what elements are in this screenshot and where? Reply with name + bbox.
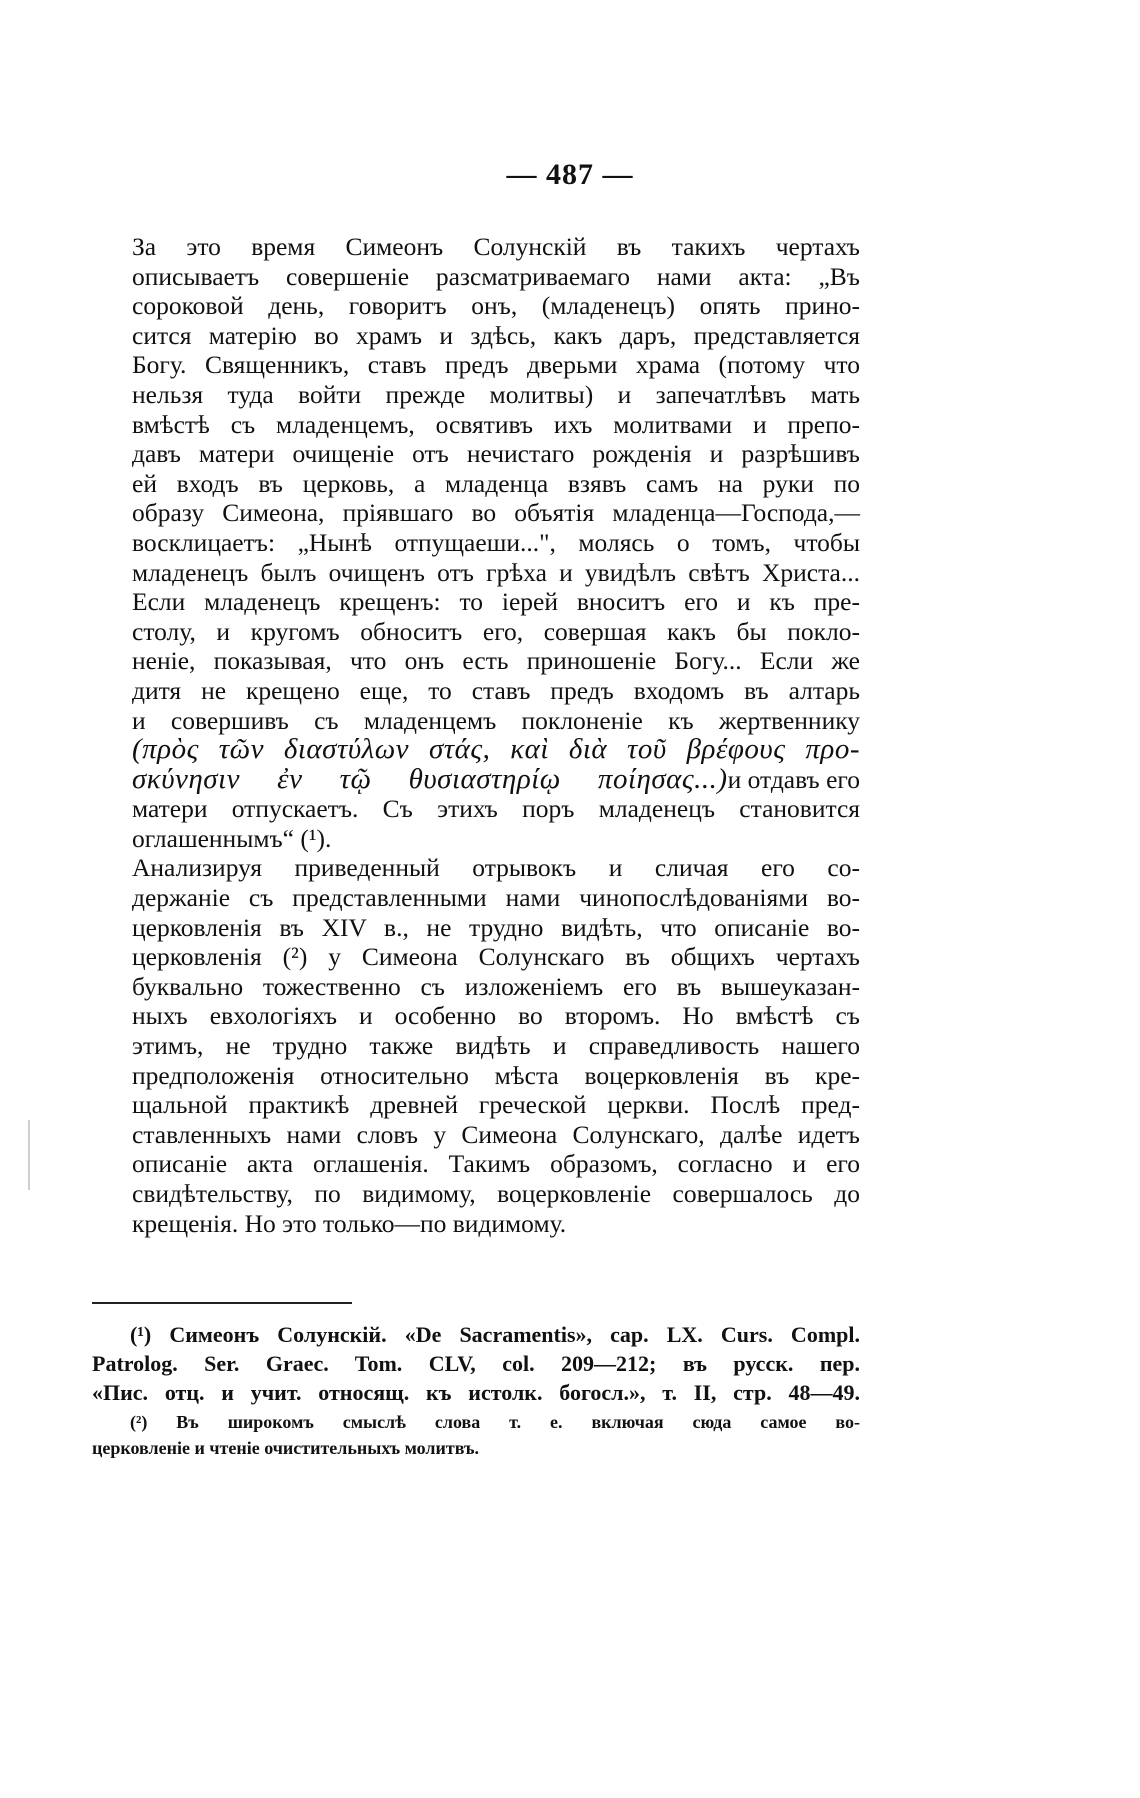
paragraph-first-line (132, 853, 860, 883)
text-line: Богу. Священникъ, ставъ предъ дверьми храма (потому что (132, 350, 860, 380)
page-number: — 487 — (506, 158, 634, 191)
text-line: и совершивъ съ младенцемъ поклоненіе къ жертвеннику (132, 705, 860, 735)
text-line: давъ матери очищеніе отъ нечистаго рожденія и разрѣшивъ (132, 439, 860, 469)
footnote-line: церковленіе и чтеніе очистительныхъ молитвъ. (92, 1438, 480, 1458)
footnote-line: (¹) Симеонъ Солунскій. «De Sacramentis», cap. LX. Curs. Compl. (130, 1322, 860, 1347)
text-line: дитя не крещено еще, то ставъ предъ входомъ въ алтарь (132, 675, 860, 705)
text-line: ставленныхъ нами словъ у Симеона Солунскаго, далѣе идетъ (132, 1119, 860, 1149)
text-line: свидѣтельству, по видимому, воцерковленіе совершалось до (132, 1179, 860, 1208)
text-line: оглашеннымъ“ (¹). (132, 823, 332, 853)
text-line: церковленія въ XIV в., не трудно видѣть, что описаніе во- (132, 912, 860, 942)
text-line: сится матерію во храмъ и здѣсь, какъ даръ, представляется (132, 320, 860, 350)
text-line: Если младенецъ крещенъ: то іерей вноситъ его и къ пре- (132, 587, 860, 617)
text-line: неніе, показывая, что онъ есть приношеніе Богу... Если же (132, 646, 860, 676)
text-line: церковленія (²) у Симеона Солунскаго въ общихъ чертахъ (132, 942, 860, 972)
footnotes (92, 1320, 860, 1461)
text-line: сороковой день, говоритъ онъ, (младенецъ) опять прино- (132, 291, 860, 321)
text-line: восклицаетъ: „Нынѣ отпущаеши...", молясь о томъ, чтобы (132, 527, 860, 557)
text-line: буквально тожественно съ изложеніемъ его въ вышеуказан- (132, 971, 860, 1001)
text-line: щальной практикѣ древней греческой церкви. Послѣ пред- (132, 1090, 860, 1120)
text-line: вмѣстѣ съ младенцемъ, освятивъ ихъ молитвами и препо- (132, 409, 860, 439)
greek-text: σκύνησιν ἐν τῷ θυσιαστηρίῳ ποίησας...) (132, 762, 728, 795)
text-line: нельзя туда войти прежде молитвы) и запечатлѣвъ мать (132, 379, 860, 409)
text-line: описываетъ совершеніе разсматриваемаго нами акта: „Въ (132, 261, 860, 291)
text-line: ей входъ въ церковь, а младенца взявъ самъ на руки по (132, 468, 860, 498)
scan-edge-line (28, 1120, 30, 1190)
paragraph-first-line-text: Анализируя приведенный отрывокъ и сличая его со- (132, 853, 860, 883)
footnote-line: «Пис. отц. и учит. относящ. къ истолк. богосл.», т. II, стр. 48—49. (92, 1380, 860, 1405)
text-line: матери отпускаетъ. Съ этихъ поръ младенецъ становится (132, 794, 860, 824)
main-text (132, 232, 860, 1238)
text-line: За это время Симеонъ Солунскій въ такихъ чертахъ (132, 232, 860, 261)
greek-text-line: (πρὸς τῶν διαστύλων στάς, καὶ διὰ τοῦ βρέφους προ- (132, 733, 860, 766)
footnote-2 (92, 1409, 860, 1461)
text-line: предположенія относительно мѣста воцерковленія въ кре- (132, 1060, 860, 1090)
greek-text-line-with-tail (132, 762, 860, 795)
text-line: ныхъ евхологіяхъ и особенно во второмъ. Но вмѣстѣ съ (132, 1001, 860, 1031)
text-line: столу, и кругомъ обноситъ его, совершая какъ бы покло- (132, 616, 860, 646)
footnote-line: (²) Въ широкомъ смыслѣ слова т. е. включая сюда самое во- (130, 1412, 860, 1432)
text-line: образу Симеона, пріявшаго во объятія младенца—Господа,— (132, 498, 860, 528)
text-line: держаніе съ представленными нами чинопослѣдованіями во- (132, 883, 860, 913)
footnote-separator (92, 1302, 352, 1304)
text-line: младенецъ былъ очищенъ отъ грѣха и увидѣлъ свѣтъ Христа... (132, 557, 860, 587)
footnote-1 (92, 1320, 860, 1407)
greek-tail-text: и отдавъ его (727, 764, 860, 794)
text-line: этимъ, не трудно также видѣть и справедливость нашего (132, 1031, 860, 1061)
footnote-line: Patrolog. Ser. Graec. Tom. CLV, col. 209—212; въ русск. пер. (92, 1351, 860, 1376)
text-line: крещенія. Но это только—по видимому. (132, 1208, 567, 1238)
text-line: описаніе акта оглашенія. Такимъ образомъ, согласно и его (132, 1149, 860, 1179)
